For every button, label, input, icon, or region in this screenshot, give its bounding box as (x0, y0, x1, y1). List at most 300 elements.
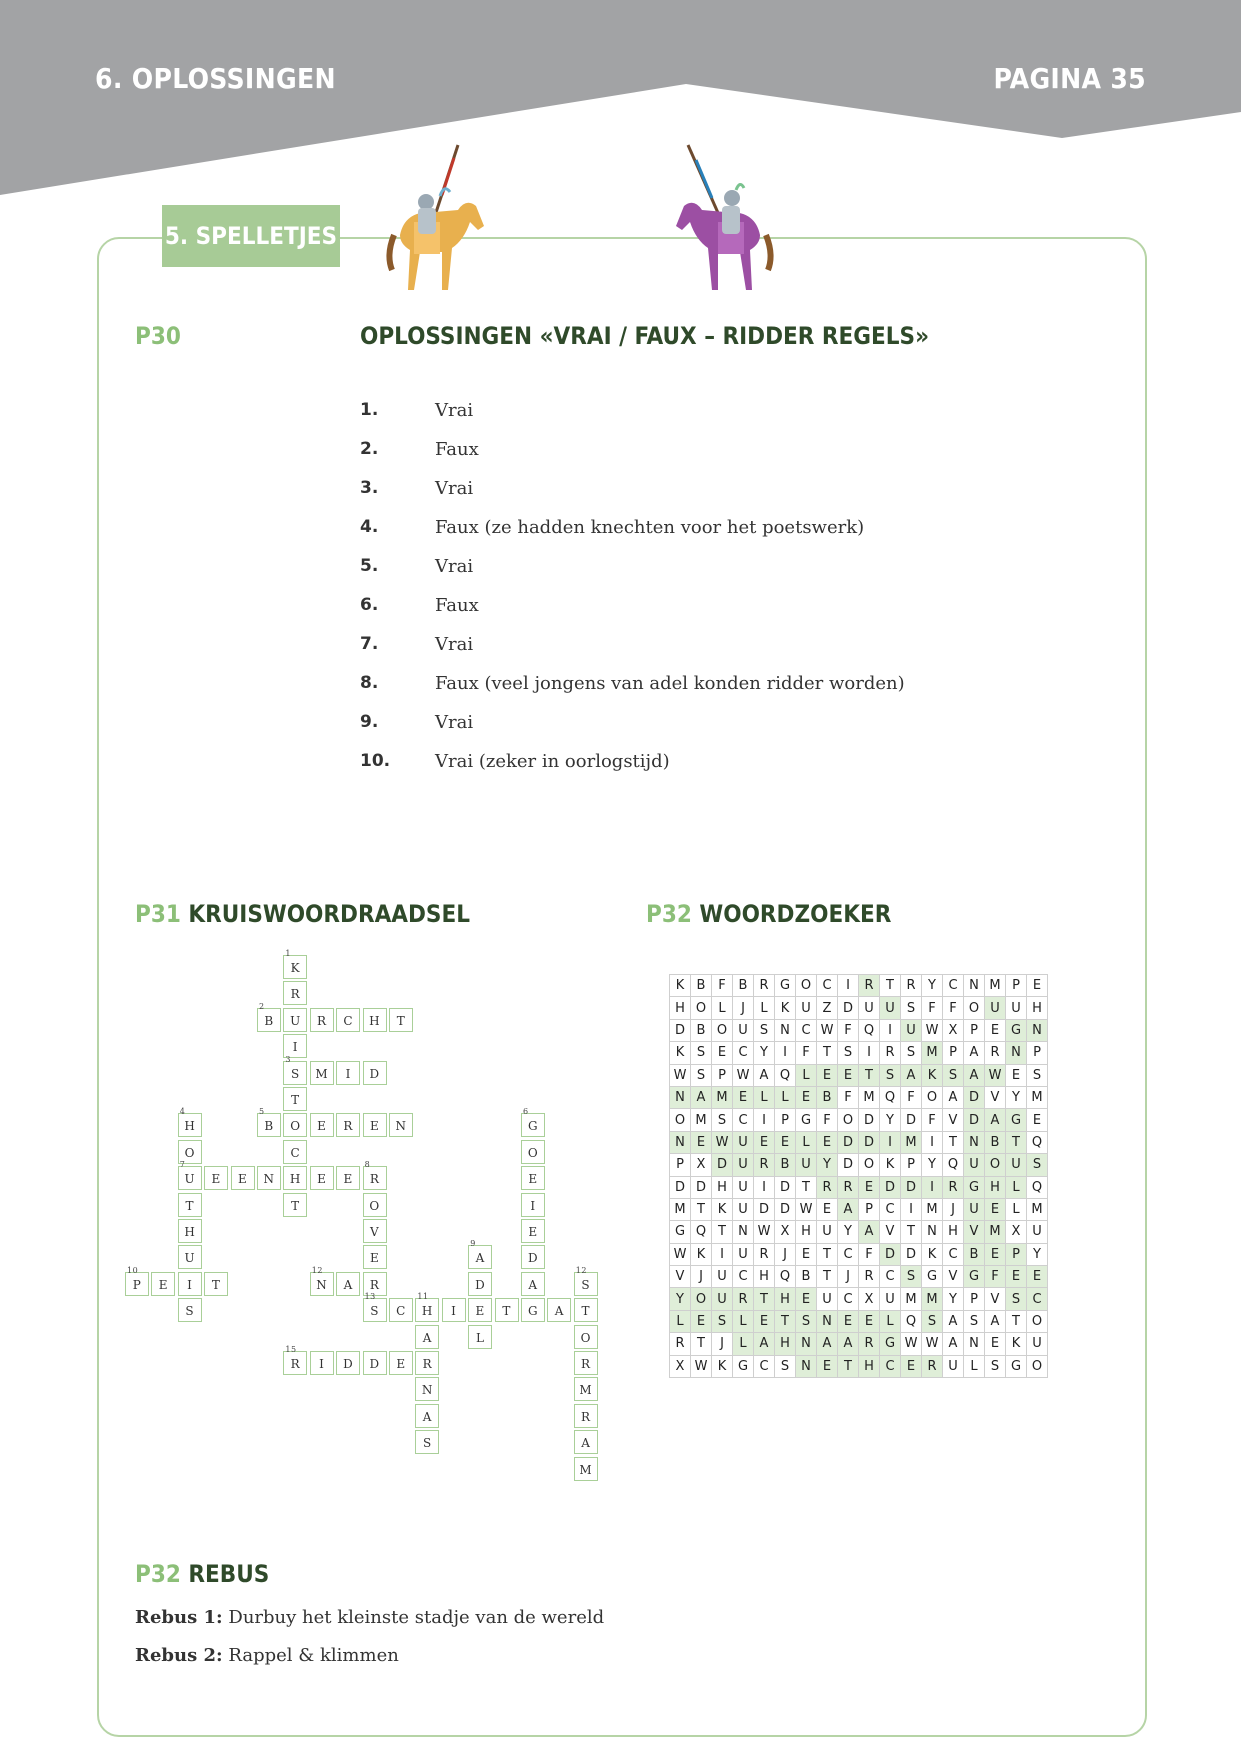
word-search-cell: E (838, 1064, 859, 1086)
word-search-cell: B (691, 975, 712, 997)
crossword-cell: E (363, 1245, 387, 1269)
answer-number: 2. (360, 439, 379, 459)
word-search-cell: U (733, 1243, 754, 1265)
word-search-cell: F (943, 997, 964, 1019)
word-search-cell: C (880, 1355, 901, 1377)
word-search-cell: M (985, 975, 1006, 997)
rebus-1: Rebus 1: Durbuy het kleinste stadje van de wereld (135, 1607, 605, 1628)
answer-text: Vrai (435, 712, 474, 733)
word-search-cell: S (775, 1355, 796, 1377)
page-number: PAGINA 35 (993, 62, 1146, 95)
word-search-cell: V (943, 1109, 964, 1131)
word-search-cell: J (691, 1266, 712, 1288)
word-search-cell: S (964, 1310, 985, 1332)
word-search-cell: T (943, 1131, 964, 1153)
crossword-cell: E (521, 1166, 545, 1190)
word-search-cell: C (838, 1243, 859, 1265)
word-search-cell: R (901, 975, 922, 997)
word-search-cell: L (775, 1086, 796, 1108)
word-search-cell: C (733, 1042, 754, 1064)
word-search-cell: E (859, 1310, 880, 1332)
word-search-cell: U (880, 997, 901, 1019)
word-search-cell: U (733, 1198, 754, 1220)
word-search-cell: T (1006, 1131, 1027, 1153)
crossword-cell: S 13 (363, 1298, 387, 1322)
crossword-cell: U 7 (178, 1166, 202, 1190)
p32-heading (646, 900, 891, 928)
word-search-cell: C (817, 975, 838, 997)
word-search-cell: U (943, 1355, 964, 1377)
word-search-cell: N (775, 1019, 796, 1041)
word-search-cell: W (985, 1064, 1006, 1086)
word-search-cell: D (670, 1019, 691, 1041)
word-search-cell: X (943, 1019, 964, 1041)
word-search-cell: D (775, 1176, 796, 1198)
answer-text: Faux (435, 595, 479, 616)
word-search-cell: C (943, 975, 964, 997)
word-search-cell: U (1027, 1333, 1048, 1355)
word-search-cell: P (943, 1042, 964, 1064)
word-search-row (670, 1131, 1048, 1153)
word-search-cell: A (964, 1064, 985, 1086)
clue-number: 12 (575, 1265, 587, 1275)
crossword-cell: I (336, 1061, 360, 1085)
word-search-cell: D (691, 1176, 712, 1198)
crossword-cell: O (178, 1140, 202, 1164)
word-search-cell: F (817, 1109, 838, 1131)
word-search-cell: F (838, 1019, 859, 1041)
crossword-cell: R (574, 1404, 598, 1428)
word-search-cell: E (985, 1333, 1006, 1355)
p32-title: WOORDZOEKER (699, 900, 892, 928)
word-search-cell: K (712, 1198, 733, 1220)
word-search-cell: A (985, 1310, 1006, 1332)
clue-number: 10 (127, 1265, 139, 1275)
answer-number: 9. (360, 712, 379, 732)
word-search-cell: D (754, 1198, 775, 1220)
word-search-cell: U (796, 1154, 817, 1176)
word-search-cell: A (964, 1042, 985, 1064)
crossword-cell: A (574, 1430, 598, 1454)
word-search-cell: L (1006, 1176, 1027, 1198)
word-search-cell: P (1006, 975, 1027, 997)
crossword-cell: A (415, 1325, 439, 1349)
answer-text: Vrai (zeker in oorlogstijd) (435, 751, 670, 772)
word-search-cell: P (859, 1198, 880, 1220)
word-search-cell: F (985, 1266, 1006, 1288)
word-search-cell: E (691, 1310, 712, 1332)
clue-number: 15 (285, 1345, 297, 1354)
word-search-cell: R (817, 1176, 838, 1198)
word-search-cell: I (838, 975, 859, 997)
crossword-cell: N (257, 1166, 281, 1190)
word-search-cell: I (922, 1131, 943, 1153)
word-search-row (670, 1288, 1048, 1310)
answer-number: 4. (360, 517, 379, 537)
word-search-cell: A (943, 1333, 964, 1355)
word-search-cell: S (901, 1042, 922, 1064)
crossword-cell: N (415, 1377, 439, 1401)
word-search-cell: E (1027, 975, 1048, 997)
word-search-cell: O (1027, 1310, 1048, 1332)
word-search-cell: Q (901, 1310, 922, 1332)
word-search-cell: G (964, 1266, 985, 1288)
word-search-cell: U (985, 997, 1006, 1019)
word-search-cell: E (691, 1131, 712, 1153)
word-search-cell: L (964, 1355, 985, 1377)
word-search-cell: O (712, 1019, 733, 1041)
word-search-cell: E (733, 1086, 754, 1108)
word-search-cell: M (985, 1221, 1006, 1243)
word-search-cell: M (901, 1131, 922, 1153)
word-search-cell: A (943, 1086, 964, 1108)
word-search-cell: B (691, 1019, 712, 1041)
word-search-cell: K (1006, 1333, 1027, 1355)
word-search-cell: T (691, 1198, 712, 1220)
crossword-cell: D (521, 1245, 545, 1269)
word-search-cell: X (859, 1288, 880, 1310)
word-search-cell: L (1006, 1198, 1027, 1220)
word-search-cell: T (817, 1243, 838, 1265)
crossword-cell: C (336, 1008, 360, 1032)
word-search-cell: F (901, 1086, 922, 1108)
word-search-cell: W (691, 1355, 712, 1377)
word-search-cell: D (775, 1198, 796, 1220)
clue-number: 12 (311, 1265, 323, 1275)
word-search-cell: Q (880, 1086, 901, 1108)
p30-code: P30 (135, 322, 181, 350)
word-search-cell: P (670, 1154, 691, 1176)
word-search-cell: C (838, 1288, 859, 1310)
word-search-cell: Y (922, 975, 943, 997)
word-search-row (670, 1266, 1048, 1288)
word-search-cell: E (1006, 1064, 1027, 1086)
word-search-cell: C (733, 1266, 754, 1288)
word-search-cell: M (922, 1198, 943, 1220)
crossword-cell: M (310, 1061, 334, 1085)
word-search-cell: E (985, 1243, 1006, 1265)
crossword-cell: H (178, 1219, 202, 1243)
word-search-cell: E (1027, 1109, 1048, 1131)
crossword-cell: A (336, 1272, 360, 1296)
crossword-cell: R (336, 1113, 360, 1137)
word-search-cell: I (880, 1019, 901, 1041)
chapter-title: 6. OPLOSSINGEN (95, 62, 336, 95)
word-search-cell: R (922, 1355, 943, 1377)
clue-number: 11 (417, 1292, 429, 1302)
word-search-cell: T (817, 1266, 838, 1288)
word-search-cell: G (670, 1221, 691, 1243)
crossword-cell: T (495, 1298, 519, 1322)
crossword-cell: R (363, 1272, 387, 1296)
word-search-cell: Q (775, 1266, 796, 1288)
crossword-cell: E (310, 1113, 334, 1137)
crossword-cell: T (389, 1008, 413, 1032)
crossword-cell: I (283, 1034, 307, 1058)
word-search-cell: R (754, 1243, 775, 1265)
crossword-cell: L (468, 1325, 492, 1349)
word-search-cell: O (838, 1109, 859, 1131)
word-search-cell: U (796, 997, 817, 1019)
word-search-cell: F (922, 1109, 943, 1131)
word-search-cell: U (1027, 1221, 1048, 1243)
knight-illustration-purple (660, 140, 780, 305)
word-search-cell: S (712, 1109, 733, 1131)
word-search-row (670, 997, 1048, 1019)
word-search-cell: D (964, 1086, 985, 1108)
word-search-cell: R (859, 1266, 880, 1288)
word-search-cell: V (670, 1266, 691, 1288)
word-search-cell: S (922, 1310, 943, 1332)
crossword-cell: E (389, 1351, 413, 1375)
word-search-cell: N (796, 1355, 817, 1377)
word-search-cell: G (733, 1355, 754, 1377)
word-search-cell: K (712, 1355, 733, 1377)
word-search-cell: N (964, 1131, 985, 1153)
crossword-cell: E (204, 1166, 228, 1190)
word-search-cell: P (1027, 1042, 1048, 1064)
word-search-cell: T (1006, 1310, 1027, 1332)
p31-heading (135, 900, 470, 928)
answer-text: Vrai (435, 400, 474, 421)
word-search-cell: K (670, 975, 691, 997)
crossword-cell: S 3 (283, 1061, 307, 1085)
word-search-cell: Y (1006, 1086, 1027, 1108)
word-search-cell: G (964, 1176, 985, 1198)
word-search-cell: R (880, 1042, 901, 1064)
crossword-cell: S (178, 1298, 202, 1322)
word-search-cell: W (670, 1064, 691, 1086)
word-search-cell: Y (670, 1288, 691, 1310)
word-search-cell: P (964, 1288, 985, 1310)
word-search-row (670, 1355, 1048, 1377)
word-search-cell: R (985, 1042, 1006, 1064)
word-search-row (670, 975, 1048, 997)
word-search-cell: C (796, 1019, 817, 1041)
word-search-cell: T (691, 1333, 712, 1355)
word-search-row (670, 1310, 1048, 1332)
word-search-cell: D (859, 1109, 880, 1131)
word-search-cell: T (817, 1042, 838, 1064)
word-search-cell: V (880, 1221, 901, 1243)
word-search-cell: W (733, 1064, 754, 1086)
word-search-cell: H (754, 1266, 775, 1288)
word-search-cell: H (775, 1288, 796, 1310)
clue-number: 13 (364, 1292, 376, 1302)
clue-number: 9 (470, 1239, 476, 1249)
word-search-cell: D (838, 1131, 859, 1153)
word-search-cell: A (838, 1198, 859, 1220)
word-search-cell: L (733, 1310, 754, 1332)
word-search-cell: E (754, 1131, 775, 1153)
crossword-cell: O (363, 1193, 387, 1217)
word-search-cell: O (670, 1109, 691, 1131)
word-search-cell: U (733, 1019, 754, 1041)
word-search-cell: E (1027, 1266, 1048, 1288)
crossword-cell: R (310, 1008, 334, 1032)
word-search-cell: G (922, 1266, 943, 1288)
word-search-cell: S (1027, 1154, 1048, 1176)
p31-code: P31 (135, 900, 181, 928)
word-search-cell: K (922, 1243, 943, 1265)
word-search-cell: O (691, 1288, 712, 1310)
word-search-cell: F (796, 1042, 817, 1064)
clue-number: 8 (364, 1160, 371, 1170)
crossword-cell: O (574, 1325, 598, 1349)
word-search-cell: B (733, 975, 754, 997)
word-search-cell: R (943, 1176, 964, 1198)
word-search-cell: I (901, 1198, 922, 1220)
word-search-grid (669, 974, 1048, 1378)
answer-number: 1. (360, 400, 379, 420)
word-search-cell: J (712, 1333, 733, 1355)
section-tab: 5. SPELLETJES (162, 205, 340, 267)
word-search-cell: X (1006, 1221, 1027, 1243)
word-search-cell: A (754, 1333, 775, 1355)
answer-number: 3. (360, 478, 379, 498)
crossword-cell: U (283, 1008, 307, 1032)
word-search-cell: M (1027, 1086, 1048, 1108)
word-search-cell: J (943, 1198, 964, 1220)
word-search-cell: F (838, 1086, 859, 1108)
word-search-cell: O (964, 997, 985, 1019)
word-search-cell: T (712, 1221, 733, 1243)
word-search-cell: G (1006, 1019, 1027, 1041)
word-search-cell: E (796, 1243, 817, 1265)
crossword-cell: P 10 (125, 1272, 149, 1296)
answer-text: Faux (435, 439, 479, 460)
word-search-cell: S (691, 1042, 712, 1064)
word-search-cell: S (943, 1064, 964, 1086)
clue-number: 3 (285, 1054, 291, 1064)
word-search-cell: U (733, 1154, 754, 1176)
crossword-cell: E (468, 1298, 492, 1322)
crossword-cell: E (151, 1272, 175, 1296)
rebus-heading (135, 1560, 269, 1588)
word-search-cell: H (796, 1221, 817, 1243)
word-search-cell: E (1006, 1266, 1027, 1288)
crossword-cell: D (468, 1272, 492, 1296)
word-search-cell: C (880, 1198, 901, 1220)
word-search-cell: N (733, 1221, 754, 1243)
word-search-cell: D (964, 1109, 985, 1131)
word-search-cell: O (985, 1154, 1006, 1176)
word-search-cell: K (880, 1154, 901, 1176)
word-search-cell: C (1027, 1288, 1048, 1310)
answer-number: 6. (360, 595, 379, 615)
word-search-cell: L (796, 1064, 817, 1086)
word-search-cell: T (754, 1288, 775, 1310)
crossword-cell: R 15 (283, 1351, 307, 1375)
rebus-code: P32 (135, 1560, 181, 1588)
word-search-cell: O (859, 1154, 880, 1176)
word-search-cell: A (901, 1064, 922, 1086)
clue-number: 7 (179, 1160, 186, 1170)
answer-text: Vrai (435, 478, 474, 499)
crossword-cell: A 9 (468, 1245, 492, 1269)
p30-title: OPLOSSINGEN «VRAI / FAUX – RIDDER REGELS» (360, 322, 930, 350)
word-search-cell: U (733, 1131, 754, 1153)
crossword-cell: I (442, 1298, 466, 1322)
word-search-cell: E (817, 1064, 838, 1086)
word-search-row (670, 1019, 1048, 1041)
word-search-cell: K (691, 1243, 712, 1265)
word-search-cell: E (817, 1198, 838, 1220)
word-search-row (670, 1333, 1048, 1355)
word-search-row (670, 1064, 1048, 1086)
word-search-cell: R (754, 1154, 775, 1176)
word-search-cell: M (922, 1288, 943, 1310)
word-search-cell: Y (943, 1288, 964, 1310)
crossword-cell: M (574, 1457, 598, 1481)
word-search-cell: A (691, 1086, 712, 1108)
crossword-cell: S (415, 1430, 439, 1454)
word-search-cell: Q (775, 1064, 796, 1086)
word-search-row (670, 1198, 1048, 1220)
p32-code: P32 (646, 900, 692, 928)
crossword-cell: U (178, 1245, 202, 1269)
word-search-cell: I (754, 1109, 775, 1131)
word-search-cell: S (1006, 1288, 1027, 1310)
crossword-cell: T (178, 1193, 202, 1217)
word-search-cell: P (901, 1154, 922, 1176)
word-search-cell: S (754, 1019, 775, 1041)
word-search-cell: E (796, 1086, 817, 1108)
knight-illustration-orange (380, 140, 500, 305)
crossword-cell: H (283, 1166, 307, 1190)
answer-number: 8. (360, 673, 379, 693)
word-search-cell: K (922, 1064, 943, 1086)
word-search-cell: U (817, 1288, 838, 1310)
rebus-2: Rebus 2: Rappel & klimmen (135, 1645, 399, 1666)
word-search-cell: M (712, 1086, 733, 1108)
word-search-cell: L (754, 997, 775, 1019)
word-search-cell: S (691, 1064, 712, 1086)
word-search-cell: A (943, 1310, 964, 1332)
crossword-cell: I (178, 1272, 202, 1296)
word-search-cell: G (880, 1333, 901, 1355)
header-band (0, 0, 1241, 200)
word-search-cell: S (901, 997, 922, 1019)
crossword-cell: N 12 (310, 1272, 334, 1296)
answer-number: 5. (360, 556, 379, 576)
crossword-cell: N (389, 1113, 413, 1137)
crossword-cell: K 1 (283, 955, 307, 979)
word-search-row (670, 1154, 1048, 1176)
word-search-cell: L (670, 1310, 691, 1332)
word-search-cell: E (859, 1176, 880, 1198)
word-search-cell: D (901, 1243, 922, 1265)
word-search-cell: Y (1027, 1243, 1048, 1265)
word-search-cell: E (775, 1131, 796, 1153)
word-search-cell: F (712, 975, 733, 997)
word-search-cell: S (712, 1310, 733, 1332)
word-search-cell: Y (880, 1109, 901, 1131)
word-search-cell: E (985, 1198, 1006, 1220)
crossword-cell: R (283, 981, 307, 1005)
word-search-cell: J (838, 1266, 859, 1288)
word-search-cell: L (880, 1310, 901, 1332)
word-search-cell: B (964, 1243, 985, 1265)
word-search-cell: H (943, 1221, 964, 1243)
answer-text: Vrai (435, 556, 474, 577)
word-search-cell: R (733, 1288, 754, 1310)
word-search-cell: A (838, 1333, 859, 1355)
word-search-cell: Q (943, 1154, 964, 1176)
p31-title: KRUISWOORDRAADSEL (188, 900, 470, 928)
word-search-cell: E (838, 1310, 859, 1332)
word-search-cell: M (670, 1198, 691, 1220)
